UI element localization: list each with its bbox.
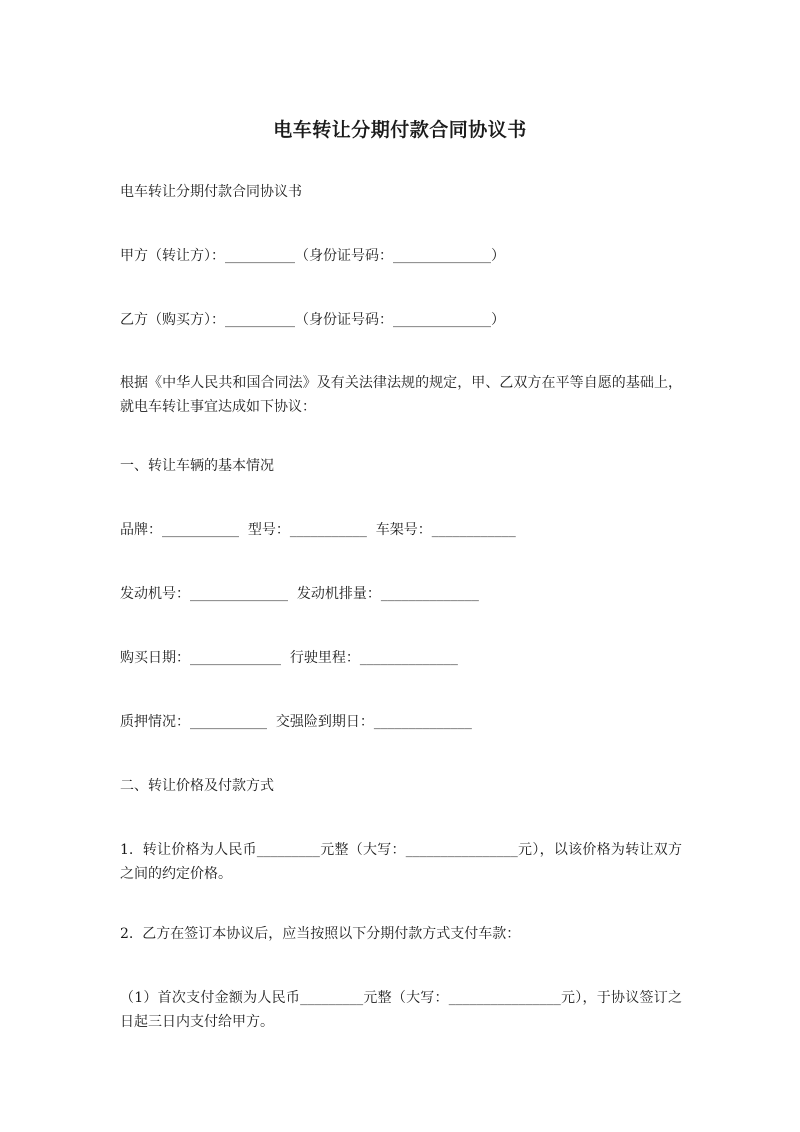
paragraph-subtitle: 电车转让分期付款合同协议书 [120,184,302,200]
clause-2-installment: 2. 乙方在签订本协议后，应当按照以下分期付款方式支付车款： [120,926,521,942]
section-heading-price-payment: 二、转让价格及付款方式 [120,778,274,794]
document-title: 电车转让分期付款合同协议书 [273,119,527,141]
paragraph-party-b: 乙方（购买方）：__________（身份证号码：______________） [120,312,505,328]
paragraph-pledge-insurance: 质押情况：___________ 交强险到期日：______________ [120,714,472,730]
clause-2-1-first-payment: （1）首次支付金额为人民币_________元整（大写：________________元），于协议签订之日起三日内支付给甲方。 [120,990,682,1030]
clause-1-price: 1. 转让价格为人民币_________元整（大写：________________元），以该价格为转让双方之间的约定价格。 [120,842,682,882]
paragraph-party-a: 甲方（转让方）：__________（身份证号码：______________） [120,248,505,264]
paragraph-preamble: 根据《中华人民共和国合同法》及有关法律法规的规定，甲、乙双方在平等自愿的基础上，就电车转让事宜达成如下协议： [120,375,682,415]
paragraph-engine: 发动机号：______________ 发动机排量：______________ [120,586,479,602]
paragraph-brand-model-vin: 品牌：___________ 型号：___________ 车架号：____________ [120,522,516,538]
section-heading-vehicle-info: 一、转让车辆的基本情况 [120,458,274,474]
paragraph-purchase-mileage: 购买日期：_____________ 行驶里程：______________ [120,650,458,666]
